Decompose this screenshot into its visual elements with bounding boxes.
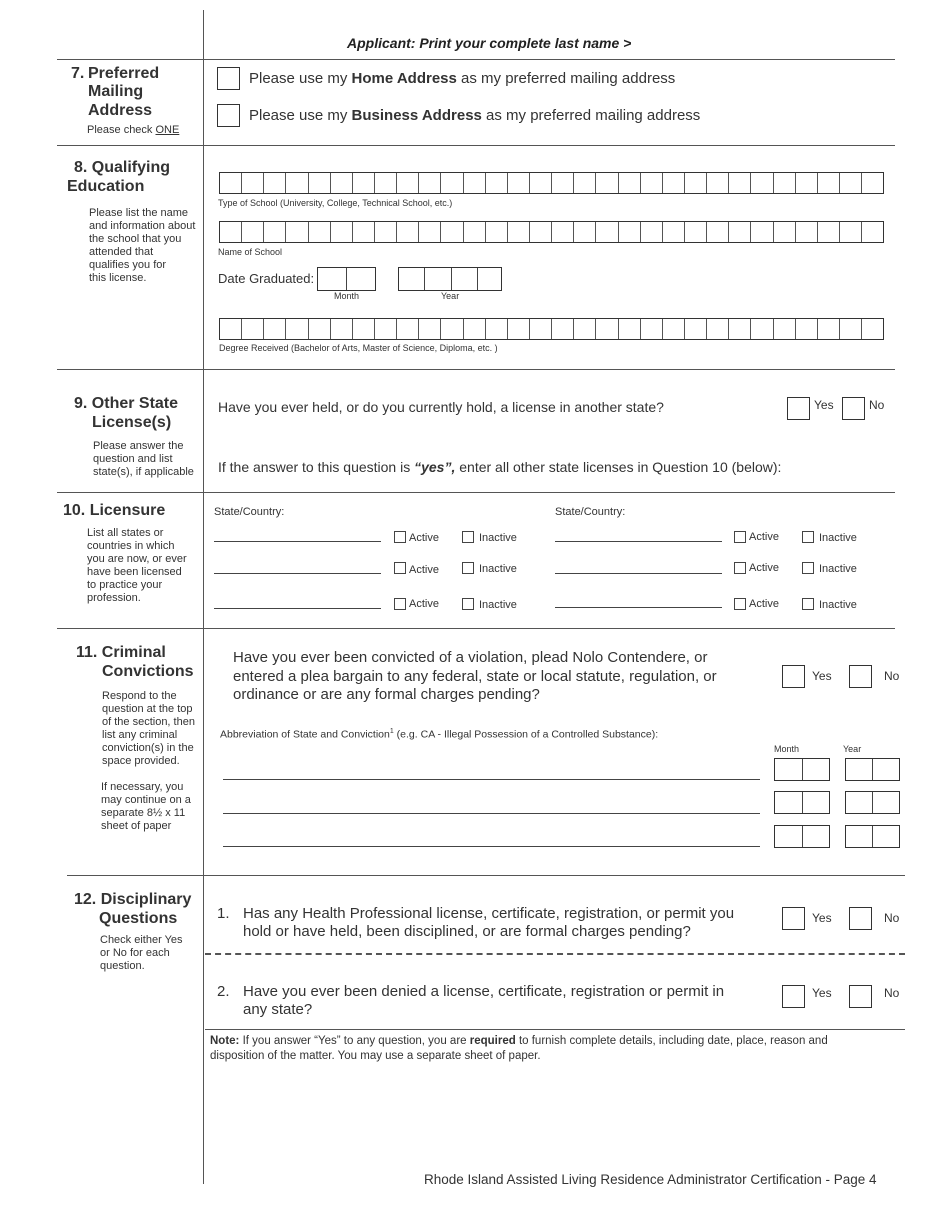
state-country-label-left: State/Country: <box>214 506 285 518</box>
q1-no-checkbox[interactable] <box>849 907 872 930</box>
active-label: Active <box>749 562 779 574</box>
q2-yes-checkbox[interactable] <box>782 985 805 1008</box>
conviction-abbr-label: Abbreviation of State and Conviction$^1$ (e.g. CA - Illegal Possession of a Controlled Substance): <box>220 728 659 741</box>
applicant-label: Applicant: Print your complete last name > <box>347 35 632 51</box>
licensure-state-input[interactable] <box>214 573 381 574</box>
active-label: Active <box>409 532 439 544</box>
s11-sub-l4: list any criminal <box>102 729 178 741</box>
s10-sub-l1: List all states or <box>87 527 164 539</box>
conviction-year-input[interactable] <box>845 825 900 848</box>
school-name-label: Name of School <box>218 247 283 257</box>
s7-title-num: 7. <box>71 65 85 82</box>
inactive-label: Inactive <box>819 563 857 575</box>
inactive-label: Inactive <box>479 532 517 544</box>
state-country-label-right: State/Country: <box>555 506 626 518</box>
conviction-line-input[interactable] <box>223 846 760 847</box>
s10-sub-l5: to practice your <box>87 579 163 591</box>
licensure-inactive-checkbox[interactable] <box>462 531 474 543</box>
date-graduated-label: Date Graduated: <box>218 271 315 286</box>
school-type-label: Type of School (University, College, Technical School, etc.) <box>218 198 453 208</box>
s11-sub-l8: may continue on a <box>101 794 191 806</box>
s7-title-l3: Address <box>88 102 153 119</box>
s12-sub-l2: or No for each <box>100 947 170 959</box>
degree-input[interactable] <box>219 318 884 340</box>
criminal-no-label: No <box>884 669 900 683</box>
q1-number: 1. <box>217 905 230 922</box>
divider-s10 <box>57 628 895 629</box>
divider-header <box>57 59 895 60</box>
other-state-no-label: No <box>869 398 885 412</box>
criminal-question-l2: entered a plea bargain to any federal, state or local statute, regulation, or <box>233 668 717 685</box>
s11-sub-l7: If necessary, you <box>101 781 184 793</box>
s9-sub-l1: Please answer the <box>93 440 184 452</box>
conviction-year-label: Year <box>843 744 862 754</box>
conviction-line-input[interactable] <box>223 779 760 780</box>
grad-month-label: Month <box>334 291 360 301</box>
column-divider <box>203 10 204 1184</box>
q1-text-l2: hold or have held, been disciplined, or are formal charges pending? <box>243 923 691 940</box>
s12-note-l1: Note: If you answer “Yes” to any question, you are required to furnish complete details, including date, place, reason and <box>210 1035 828 1047</box>
home-address-checkbox[interactable] <box>217 67 240 90</box>
licensure-active-checkbox[interactable] <box>394 562 406 574</box>
divider-s12-note <box>205 1029 905 1030</box>
q1-yes-checkbox[interactable] <box>782 907 805 930</box>
s10-sub-l3: you are now, or ever <box>87 553 187 565</box>
licensure-state-input[interactable] <box>214 608 381 609</box>
grad-month-input[interactable] <box>317 267 376 291</box>
s7-subtitle: Please check ONE <box>87 124 180 136</box>
s11-title-l2: Convictions <box>102 663 194 680</box>
s11-sub-l9: separate 8½ x 11 <box>101 807 186 819</box>
s12-sub-l1: Check either Yes <box>100 934 183 946</box>
grad-year-label: Year <box>441 291 460 301</box>
school-name-input[interactable] <box>219 221 884 243</box>
s8-sub-l6: this license. <box>89 272 147 284</box>
s11-sub-l10: sheet of paper <box>101 820 172 832</box>
home-address-option: Please use my Home Address as my preferred mailing address <box>249 70 676 87</box>
licensure-inactive-checkbox[interactable] <box>462 598 474 610</box>
s10-sub-l6: profession. <box>87 592 141 604</box>
other-state-instruction: If the answer to this question is “yes”, enter all other state licenses in Question 10 (below): <box>218 459 782 475</box>
active-label: Active <box>749 598 779 610</box>
inactive-label: Inactive <box>819 532 857 544</box>
s8-sub-l3: the school that you <box>89 233 182 245</box>
conviction-month-input[interactable] <box>774 791 830 814</box>
criminal-question-l3: ordinance or are any formal charges pending? <box>233 686 540 703</box>
q2-text-l2: any state? <box>243 1001 313 1018</box>
conviction-month-input[interactable] <box>774 758 830 781</box>
s8-sub-l4: attended that <box>89 246 154 258</box>
s12-title-l1: 12. Disciplinary <box>74 891 192 908</box>
s11-title-l1: 11. Criminal <box>76 644 166 661</box>
s10-title: 10. Licensure <box>63 502 166 519</box>
divider-s7 <box>57 145 895 146</box>
q2-no-checkbox[interactable] <box>849 985 872 1008</box>
grad-year-input[interactable] <box>398 267 502 291</box>
q1-yes-label: Yes <box>812 911 832 925</box>
q2-no-label: No <box>884 986 900 1000</box>
licensure-state-input[interactable] <box>555 541 722 542</box>
s9-sub-l3: state(s), if applicable <box>93 466 194 478</box>
licensure-state-input[interactable] <box>555 573 722 574</box>
s12-title-l2: Questions <box>99 910 178 927</box>
licensure-inactive-checkbox[interactable] <box>462 562 474 574</box>
s9-title-l1: 9. Other State <box>74 395 179 412</box>
divider-s8 <box>57 369 895 370</box>
s10-sub-l4: have been licensed <box>87 566 182 578</box>
licensure-state-input[interactable] <box>214 541 381 542</box>
criminal-question-l1: Have you ever been convicted of a violation, plead Nolo Contendere, or <box>233 649 708 666</box>
divider-s11 <box>67 875 905 876</box>
s8-title-l2: Education <box>67 178 145 195</box>
s9-sub-l2: question and list <box>93 453 173 465</box>
conviction-year-input[interactable] <box>845 758 900 781</box>
q2-yes-label: Yes <box>812 986 832 1000</box>
s12-sub-l3: question. <box>100 960 145 972</box>
s11-sub-l6: space provided. <box>102 755 180 767</box>
licensure-active-checkbox[interactable] <box>394 531 406 543</box>
other-state-yes-checkbox[interactable] <box>787 397 810 420</box>
conviction-line-input[interactable] <box>223 813 760 814</box>
licensure-state-input[interactable] <box>555 607 722 608</box>
licensure-inactive-checkbox[interactable] <box>802 598 814 610</box>
conviction-year-input[interactable] <box>845 791 900 814</box>
business-address-option: Please use my Business Address as my preferred mailing address <box>249 107 701 124</box>
page-footer: Rhode Island Assisted Living Residence Administrator Certification - Page 4 <box>424 1172 877 1187</box>
s11-sub-l2: question at the top <box>102 703 193 715</box>
criminal-yes-label: Yes <box>812 669 832 683</box>
active-label: Active <box>409 598 439 610</box>
active-label: Active <box>749 531 779 543</box>
school-type-input[interactable] <box>219 172 884 194</box>
licensure-inactive-checkbox[interactable] <box>802 562 814 574</box>
s9-title-l2: License(s) <box>92 414 172 431</box>
s11-sub-l1: Respond to the <box>102 690 177 702</box>
q1-text-l1: Has any Health Professional license, certificate, registration, or permit you <box>243 905 735 922</box>
conviction-month-label: Month <box>774 744 800 754</box>
s11-sub-l5: conviction(s) in the <box>102 742 194 754</box>
business-address-checkbox[interactable] <box>217 104 240 127</box>
s8-title-l1: 8. Qualifying <box>74 159 171 176</box>
licensure-active-checkbox[interactable] <box>394 598 406 610</box>
other-state-no-checkbox[interactable] <box>842 397 865 420</box>
s8-sub-l2: and information about <box>89 220 196 232</box>
degree-label: Degree Received (Bachelor of Arts, Master of Science, Diploma, etc. ) <box>219 343 498 353</box>
criminal-no-checkbox[interactable] <box>849 665 872 688</box>
other-state-yes-label: Yes <box>814 398 834 412</box>
inactive-label: Inactive <box>479 599 517 611</box>
divider-s12-dashed <box>205 953 905 955</box>
inactive-label: Inactive <box>479 563 517 575</box>
active-label: Active <box>409 564 439 576</box>
q2-number: 2. <box>217 983 230 1000</box>
s12-note-l2: disposition of the matter. You may use a separate sheet of paper. <box>210 1050 541 1062</box>
licensure-inactive-checkbox[interactable] <box>802 531 814 543</box>
criminal-yes-checkbox[interactable] <box>782 665 805 688</box>
other-state-question: Have you ever held, or do you currently hold, a license in another state? <box>218 399 664 415</box>
s7-title-l1: Preferred <box>88 65 160 82</box>
licensure-active-checkbox[interactable] <box>734 531 746 543</box>
licensure-active-checkbox[interactable] <box>734 562 746 574</box>
s10-sub-l2: countries in which <box>87 540 175 552</box>
divider-s9 <box>57 492 895 493</box>
s11-sub-l3: of the section, then <box>102 716 195 728</box>
licensure-active-checkbox[interactable] <box>734 598 746 610</box>
q2-text-l1: Have you ever been denied a license, certificate, registration or permit in <box>243 983 725 1000</box>
s7-title-l2: Mailing <box>88 83 144 100</box>
conviction-month-input[interactable] <box>774 825 830 848</box>
s8-sub-l5: qualifies you for <box>89 259 167 271</box>
s8-sub-l1: Please list the name <box>89 207 189 219</box>
q1-no-label: No <box>884 911 900 925</box>
inactive-label: Inactive <box>819 599 857 611</box>
